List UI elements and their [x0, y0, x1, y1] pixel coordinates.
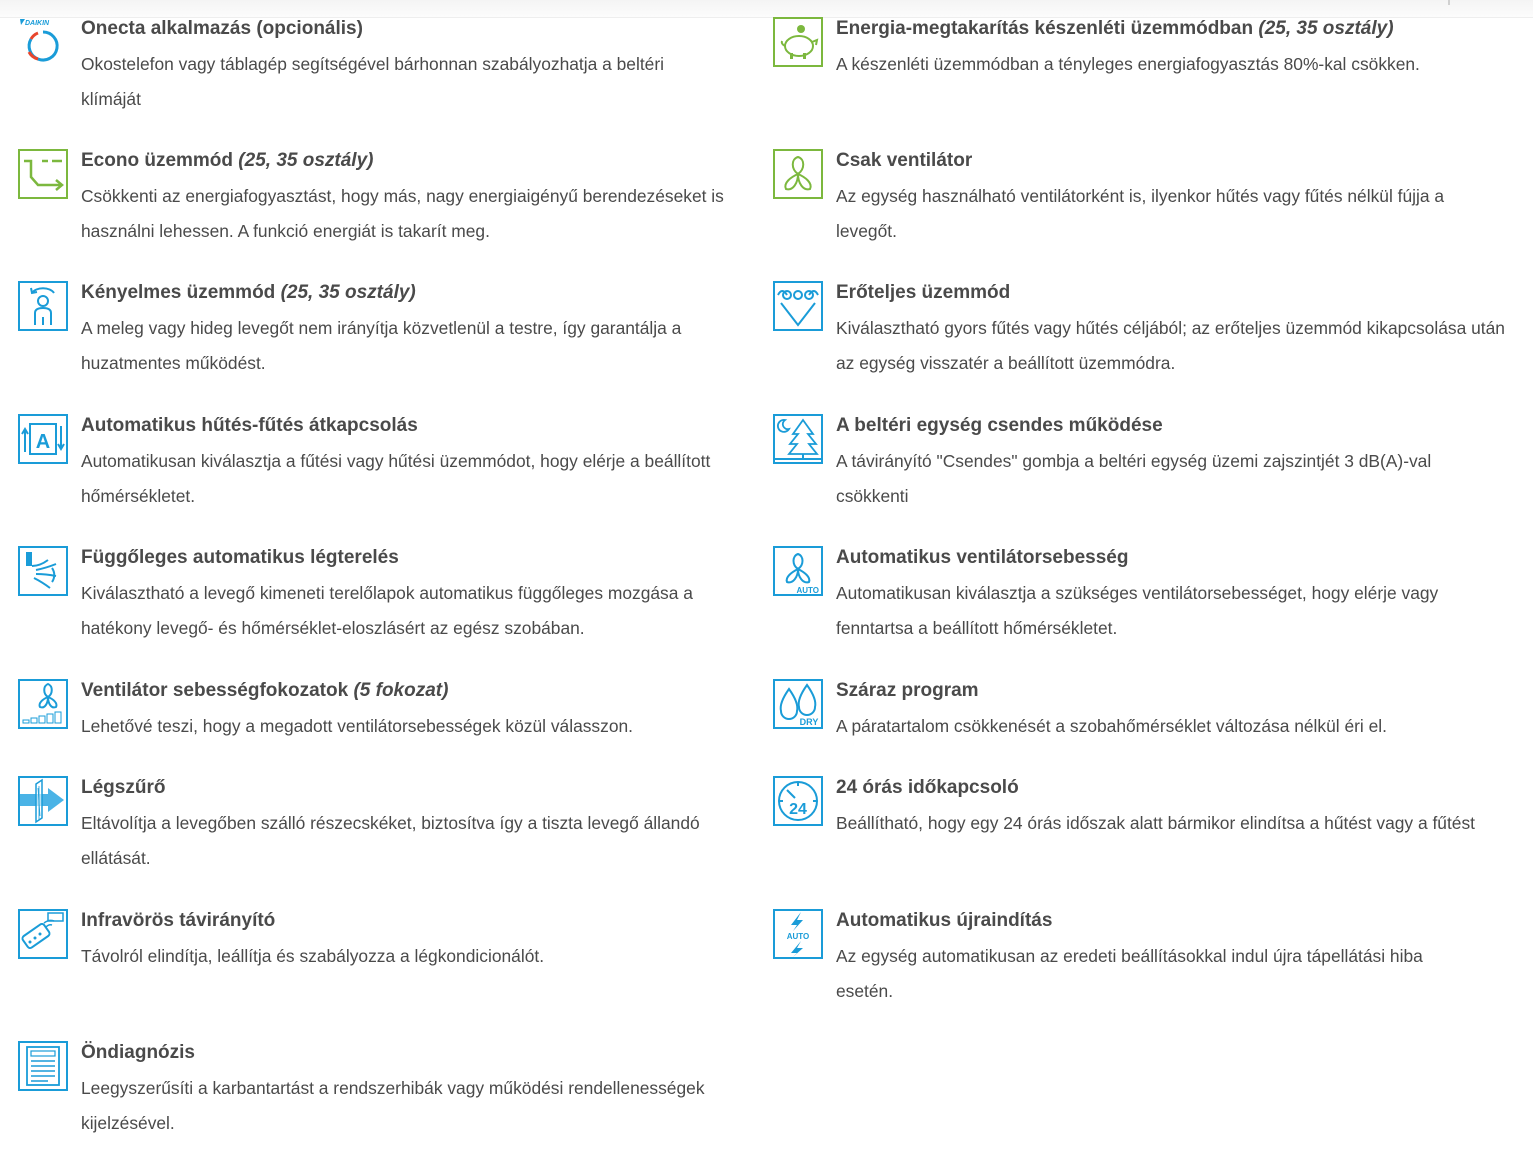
feature-title: Száraz program [836, 680, 979, 701]
feature-title: Öndiagnózis [81, 1042, 195, 1063]
self-diagnosis-icon [18, 1041, 68, 1091]
fan-only-icon [773, 149, 823, 199]
daikin-logo-text: DAIKIN [25, 20, 50, 27]
timer-24-label: 24 [789, 801, 807, 818]
auto-changeover-icon [18, 414, 68, 464]
feature-description: Távolról elindítja, leállítja és szabályozza a légkondicionálót. [81, 946, 545, 966]
feature-description: Kiválasztható a levegő kimeneti terelőlapok automatikus függőleges mozgása a hatékony levegő- és hőmérséklet-eloszlásért az egész szobában. [81, 583, 693, 638]
feature-description: A készenléti üzemmódban a tényleges energiafogyasztás 80%-kal csökken. [836, 54, 1420, 74]
changeover-a-letter: A [35, 431, 51, 453]
auto-label: AUTO [796, 586, 819, 595]
feature-description: Lehetővé teszi, hogy a megadott ventilátorsebességek közül válasszon. [81, 716, 633, 736]
feature-description: A páratartalom csökkenését a szobahőmérséklet változása nélkül éri el. [836, 716, 1387, 736]
auto-restart-icon [773, 909, 823, 959]
feature-description: Eltávolítja a levegőben szálló részecskéket, biztosítva így a tiszta levegő állandó ellátását. [81, 813, 700, 868]
feature-description: Csökkenti az energiafogyasztást, hogy más, nagy energiaigényű berendezéseket is használni lehessen. A funkció energiát is takarít meg. [81, 186, 724, 241]
feature-title: Légszűrő [81, 777, 166, 798]
feature-title: Csak ventilátor [836, 150, 973, 171]
feature-description: Az egység használható ventilátorként is, ilyenkor hűtés vagy fűtés nélkül fújja a levegőt. [836, 186, 1445, 241]
feature-description: Automatikusan kiválasztja a fűtési vagy hűtési üzemmódot, hogy elérje a beállított hőmérsékletet. [81, 451, 711, 506]
feature-title: Ventilátor sebességfokozatok (5 fokozat) [81, 680, 449, 701]
feature-title: Erőteljes üzemmód [836, 282, 1011, 303]
feature-description: Beállítható, hogy egy 24 órás időszak alatt bármikor elindítsa a hűtést vagy a fűtést [836, 813, 1475, 833]
dry-program-icon [773, 679, 823, 729]
feature-description: A távirányító "Csendes" gombja a beltéri egység üzemi zajszintjét 3 dB(A)-val csökkenti [836, 451, 1432, 506]
feature-description: Automatikusan kiválasztja a szükséges ventilátorsebességet, hogy elérje vagy fenntartsa a beállított hőmérsékletet. [836, 583, 1439, 638]
air-filter-icon [18, 776, 68, 826]
auto-label: AUTO [786, 932, 810, 941]
powerful-mode-icon [773, 281, 823, 331]
feature-title: Infravörös távirányító [81, 910, 276, 931]
feature-title: Függőleges automatikus légterelés [81, 547, 399, 568]
piggy-bank-icon [773, 17, 823, 67]
feature-title: 24 órás időkapcsoló [836, 777, 1019, 798]
daikin-onecta-icon [18, 17, 68, 67]
feature-title: Automatikus ventilátorsebesség [836, 547, 1129, 568]
timer-24h-icon [773, 776, 823, 826]
comfort-mode-icon [18, 281, 68, 331]
feature-title: Automatikus hűtés-fűtés átkapcsolás [81, 415, 418, 436]
infrared-remote-icon [18, 909, 68, 959]
feature-title: A beltéri egység csendes működése [836, 415, 1163, 436]
auto-fan-speed-icon [773, 546, 823, 596]
vertical-swing-icon [18, 546, 68, 596]
dry-label: DRY [799, 717, 819, 727]
feature-title: Automatikus újraindítás [836, 910, 1053, 931]
feature-description: A meleg vagy hideg levegőt nem irányítja közvetlenül a testre, így garantálja a huzatmentes működést. [81, 318, 682, 373]
feature-description: Az egység automatikusan az eredeti beállításokkal indul újra tápellátási hiba esetén. [836, 946, 1423, 1001]
feature-title: Econo üzemmód (25, 35 osztály) [81, 150, 374, 171]
feature-title: Energia-megtakarítás készenléti üzemmódban (25, 35 osztály) [836, 18, 1394, 39]
feature-description: Okostelefon vagy táblagép segítségével bárhonnan szabályozhatja a beltéri klímáját [81, 54, 664, 109]
top-bar-tick [1448, 0, 1450, 5]
feature-description: Leegyszerűsíti a karbantartást a rendszerhibák vagy működési rendellenességek kijelzésével. [81, 1078, 705, 1133]
feature-title: Onecta alkalmazás (opcionális) [81, 18, 363, 39]
econo-mode-icon [18, 149, 68, 199]
feature-description: Kiválasztható gyors fűtés vagy hűtés céljából; az erőteljes üzemmód kikapcsolása után az egység visszatér a beállított üzemmódra. [836, 318, 1505, 373]
quiet-operation-icon [773, 414, 823, 464]
feature-title: Kényelmes üzemmód (25, 35 osztály) [81, 282, 416, 303]
fan-speed-steps-icon [18, 679, 68, 729]
top-bar-edge [0, 0, 1533, 18]
